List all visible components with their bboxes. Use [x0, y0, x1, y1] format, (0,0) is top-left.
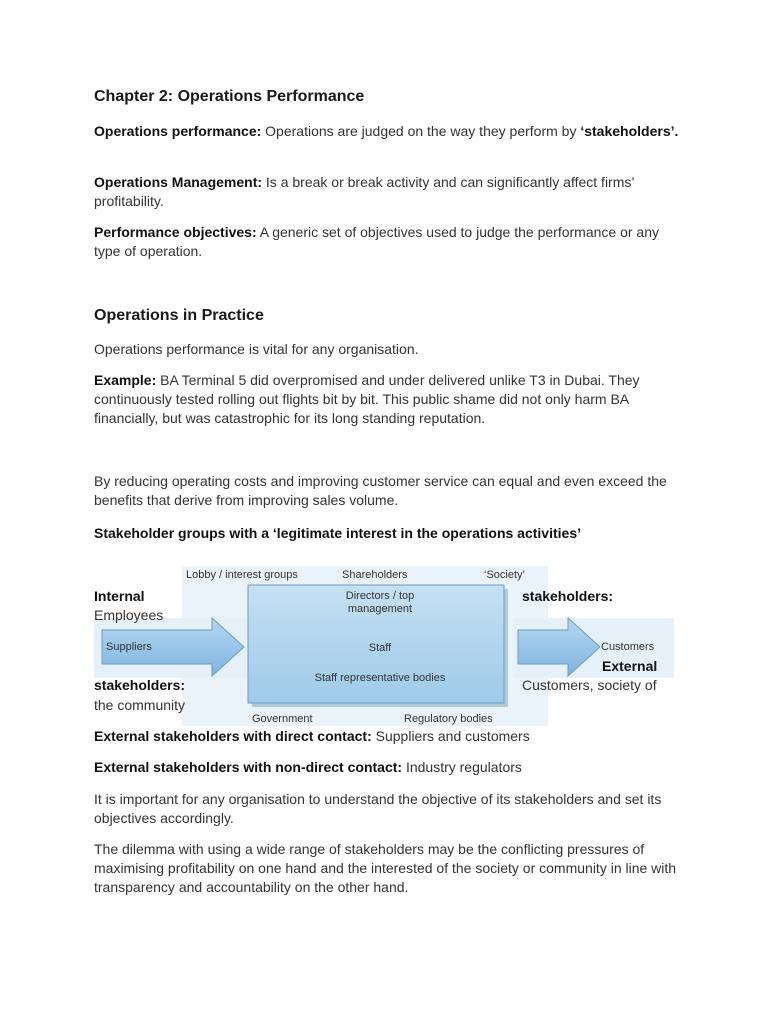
example-text: BA Terminal 5 did overpromised and under delivered unlike T3 in Dubai. They continuously tested rolling out flights bit by bit. This public shame did not only harm BA financially, but was catastrophic for its long standing reputation.	[94, 372, 640, 426]
dilemma-paragraph: The dilemma with using a wide range of stakeholders may be the conflicting pressures of maximising profitability on one hand and the interested of the society or community in line with transparency and accountability on the other hand.	[94, 841, 677, 895]
definition-performance-objectives	[94, 223, 684, 261]
definition-term: Operations Management:	[94, 174, 263, 190]
overlay-external: External	[602, 658, 658, 674]
overlay-community: the community	[94, 697, 186, 713]
direct-contact-paragraph	[94, 727, 684, 746]
overlay-stakeholders-left: stakeholders:	[94, 677, 186, 693]
diagram-label-staff: Staff	[368, 642, 392, 654]
diagram-label-suppliers: Suppliers	[106, 641, 152, 653]
intro-paragraph: Operations performance is vital for any organisation.	[94, 341, 419, 357]
overlay-customers-society: Customers, society of	[522, 677, 657, 693]
diagram-label-directors: Directors / top management	[345, 590, 415, 615]
example-term: Example:	[94, 372, 157, 388]
non-direct-contact-paragraph	[94, 758, 684, 777]
definition-operations-performance	[94, 122, 684, 141]
diagram-label-shareholders: Shareholders	[342, 569, 408, 581]
definition-operations-management	[94, 173, 684, 211]
objective-paragraph: It is important for any organisation to understand the objective of its stakeholders and set its objectives accordingly.	[94, 791, 662, 826]
definition-emphasis: ‘stakeholders’.	[580, 123, 679, 139]
cost-paragraph: By reducing operating costs and improving customer service can equal and even exceed the benefits that derive from improving sales volume.	[94, 473, 667, 508]
chapter-title: Chapter 2: Operations Performance	[94, 88, 365, 105]
definition-text: A generic set of objectives used to judge the performance or any type of operation.	[94, 224, 659, 259]
definition-term: Operations performance:	[94, 123, 262, 139]
definition-term: Performance objectives:	[94, 224, 257, 240]
overlay-stakeholders-right: stakeholders:	[522, 588, 614, 604]
diagram-label-government: Government	[252, 713, 313, 725]
example-paragraph	[94, 371, 684, 428]
diagram-label-lobby: Lobby / interest groups	[186, 569, 298, 581]
diagram-label-staff-representative: Staff representative bodies	[314, 672, 446, 684]
diagram-label-society: ‘Society’	[484, 569, 525, 581]
section-title: Operations in Practice	[94, 307, 264, 324]
overlay-employees: Employees	[94, 607, 164, 623]
non-direct-contact-term: External stakeholders with non-direct contact:	[94, 759, 403, 775]
stakeholder-heading: Stakeholder groups with a ‘legitimate interest in the operations activities’	[94, 525, 581, 541]
direct-contact-text: Suppliers and customers	[371, 728, 530, 744]
direct-contact-term: External stakeholders with direct contact:	[94, 728, 372, 744]
definition-text: Operations are judged on the way they perform by	[261, 123, 581, 139]
diagram-label-customers: Customers	[601, 641, 655, 653]
overlay-internal: Internal	[94, 588, 145, 604]
diagram-label-regulatory: Regulatory bodies	[404, 713, 493, 725]
definition-text: Is a break or break activity and can significantly affect firms’ profitability.	[94, 174, 634, 209]
non-direct-contact-text: Industry regulators	[402, 759, 522, 775]
